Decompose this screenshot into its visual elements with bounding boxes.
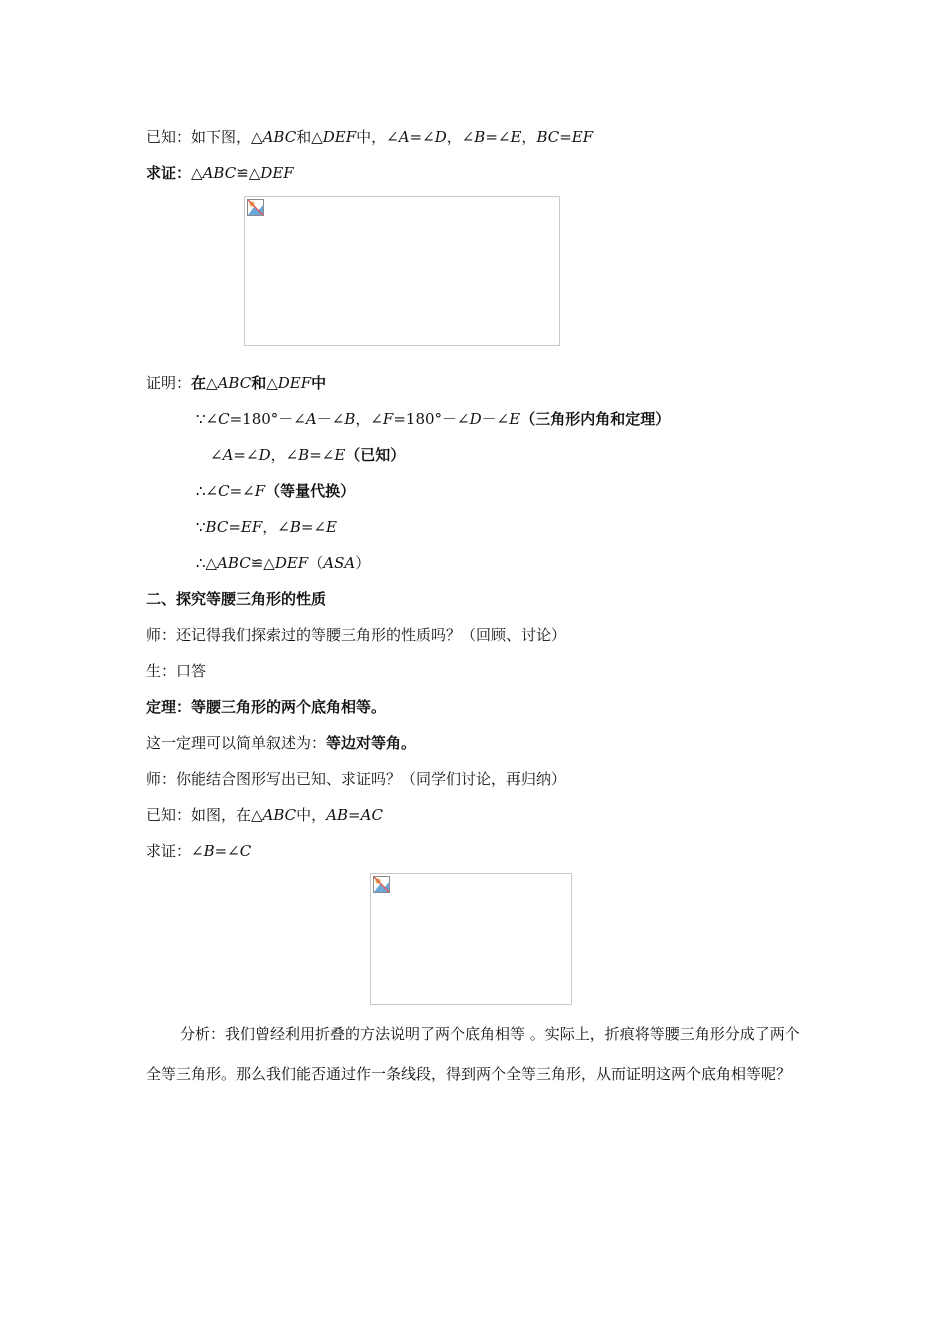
student-answer-1: 生：口答 [146, 662, 207, 680]
proof-line-6: ∴△ABC≌△DEF（ASA） [196, 554, 371, 572]
prove-line-2: 求证：∠B=∠C [146, 842, 252, 860]
given-line-2: 已知：如图，在△ABC中，AB=AC [146, 806, 383, 824]
proof-line-4: ∴∠C=∠F（等量代换） [196, 482, 356, 500]
proof-line-2: ∵∠C=180°－∠A－∠B，∠F=180°－∠D－∠E（三角形内角和定理） [196, 410, 671, 428]
prove-line-1: 求证：△ABC≌△DEF [146, 164, 294, 182]
broken-image-icon [247, 199, 264, 216]
figure-2 [370, 873, 572, 1005]
figure-1 [244, 196, 560, 346]
teacher-question-1: 师：还记得我们探索过的等腰三角形的性质吗？（回顾、讨论） [146, 626, 567, 644]
broken-image-icon [373, 876, 390, 893]
given-line-1: 已知：如下图，△ABC和△DEF中，∠A=∠D，∠B=∠E，BC=EF [146, 128, 594, 146]
proof-line-5: ∵BC=EF，∠B=∠E [196, 518, 337, 536]
proof-line-1: 证明：在△ABC和△DEF中 [146, 374, 327, 392]
section-heading-2: 二、探究等腰三角形的性质 [146, 590, 327, 608]
analysis-paragraph: 分析：我们曾经利用折叠的方法说明了两个底角相等 。实际上，折痕将等腰三角形分成了两个全等三角形。那么我们能否通过作一条线段，得到两个全等三角形，从而证明这两个底角相等呢？ [146, 1025, 800, 1083]
proof-line-3: ∠A=∠D，∠B=∠E（已知） [210, 446, 406, 464]
teacher-question-2: 师：你能结合图形写出已知、求证吗？（同学们讨论，再归纳） [146, 770, 567, 788]
theorem-statement: 定理：等腰三角形的两个底角相等。 [146, 698, 387, 716]
theorem-restatement: 这一定理可以简单叙述为：等边对等角。 [146, 734, 417, 752]
